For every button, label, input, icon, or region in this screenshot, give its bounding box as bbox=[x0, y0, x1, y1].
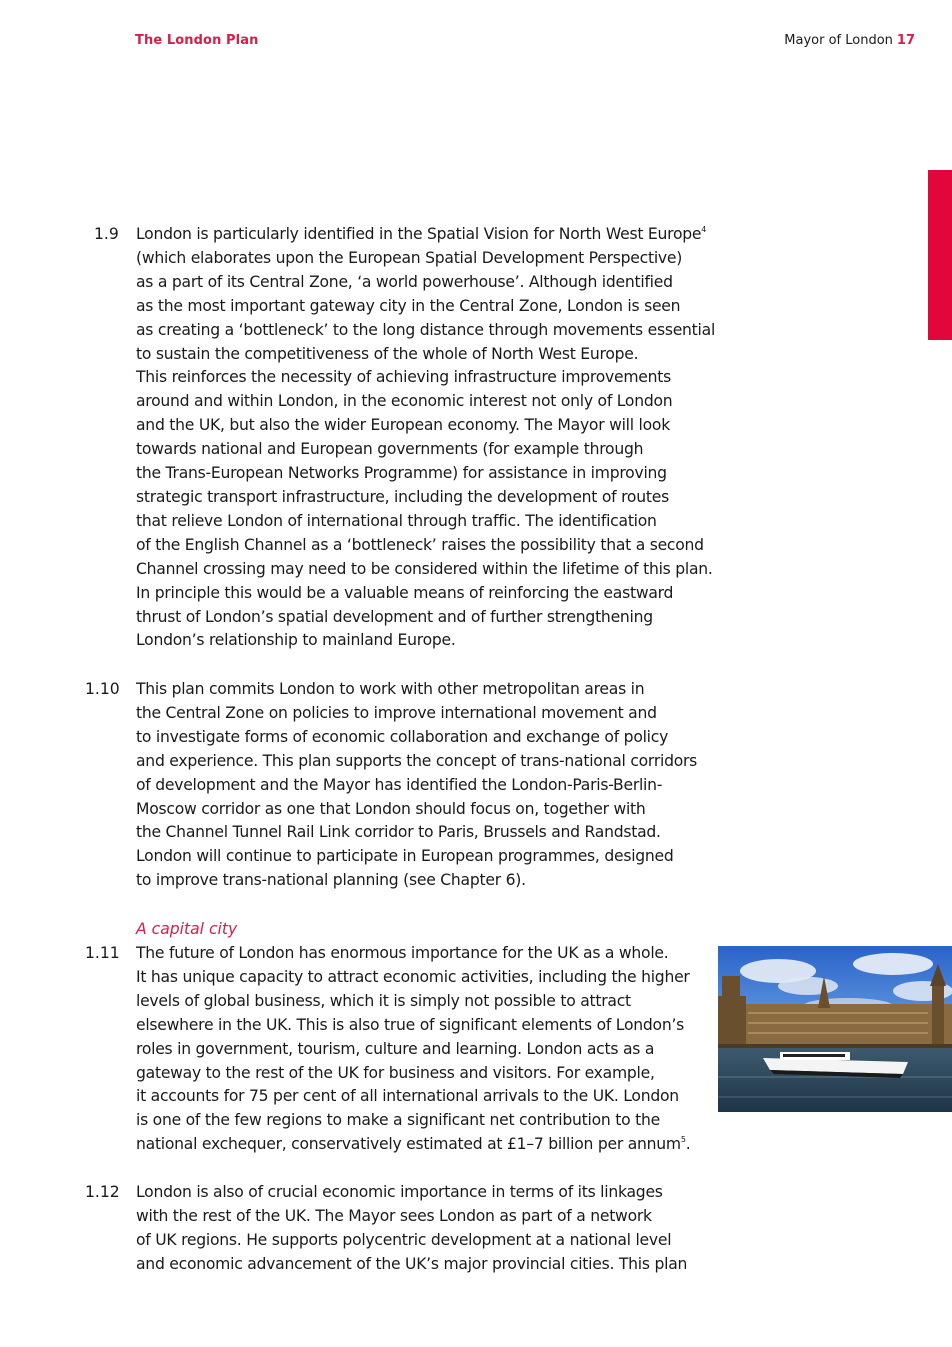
paragraph-number-1-10: 1.10 bbox=[85, 680, 120, 698]
page-number: 17 bbox=[896, 33, 915, 48]
paragraph-line: London’s relationship to mainland Europe. bbox=[136, 631, 456, 650]
paragraph-line: London is particularly identified in the Spatial Vision for North West Europe$^4$ bbox=[136, 225, 707, 243]
paragraph-line: of development and the Mayor has identified the London-Paris-Berlin- bbox=[136, 775, 663, 794]
paragraph-line: it accounts for 75 per cent of all international arrivals to the UK. London bbox=[136, 1087, 679, 1106]
paragraph-line: is one of the few regions to make a significant net contribution to the bbox=[136, 1111, 660, 1130]
houses-of-parliament-photo bbox=[718, 946, 952, 1112]
paragraph-line: to improve trans-national planning (see Chapter 6). bbox=[136, 871, 526, 890]
paragraph-line: of the English Channel as a ‘bottleneck’ raises the possibility that a second bbox=[136, 535, 704, 554]
paragraph-line: roles in government, tourism, culture and learning. London acts as a bbox=[136, 1039, 655, 1058]
paragraph-line: the Channel Tunnel Rail Link corridor to Paris, Brussels and Randstad. bbox=[136, 823, 661, 842]
paragraph-line: thrust of London’s spatial development and of further strengthening bbox=[136, 607, 653, 626]
paragraph-line: around and within London, in the economic interest not only of London bbox=[136, 392, 673, 411]
paragraph-line: Moscow corridor as one that London should focus on, together with bbox=[136, 799, 646, 818]
paragraph-line: and economic advancement of the UK’s major provincial cities. This plan bbox=[136, 1254, 688, 1273]
paragraph-number-1-12: 1.12 bbox=[85, 1183, 120, 1201]
section-tab-marker bbox=[928, 170, 952, 340]
section-subheading: A capital city bbox=[136, 920, 238, 938]
paragraph-line: London will continue to participate in European programmes, designed bbox=[136, 847, 674, 866]
paragraph-1-11 bbox=[136, 942, 706, 1157]
paragraph-line: towards national and European governments (for example through bbox=[136, 440, 644, 459]
paragraph-line: with the rest of the UK. The Mayor sees London as part of a network bbox=[136, 1206, 652, 1225]
paragraph-line: strategic transport infrastructure, including the development of routes bbox=[136, 487, 669, 506]
paragraph-line: to investigate forms of economic collaboration and exchange of policy bbox=[136, 727, 669, 746]
paragraph-line: (which elaborates upon the European Spatial Development Perspective) bbox=[136, 248, 683, 267]
paragraph-1-12 bbox=[136, 1181, 706, 1277]
paragraph-line: as creating a ‘bottleneck’ to the long distance through movements essential bbox=[136, 320, 716, 339]
footnote-ref: 4 bbox=[701, 225, 707, 234]
paragraph-1-10 bbox=[136, 678, 706, 893]
paragraph-number-1-11: 1.11 bbox=[85, 944, 120, 962]
paragraph-line: the Central Zone on policies to improve international movement and bbox=[136, 703, 657, 722]
paragraph-1-9 bbox=[136, 223, 716, 653]
photo-illustration bbox=[718, 946, 952, 1112]
paragraph-line: In principle this would be a valuable means of reinforcing the eastward bbox=[136, 583, 674, 602]
paragraph-line: London is also of crucial economic importance in terms of its linkages bbox=[136, 1183, 663, 1201]
paragraph-line: to sustain the competitiveness of the whole of North West Europe. bbox=[136, 344, 639, 363]
paragraph-line: as a part of its Central Zone, ‘a world powerhouse’. Although identified bbox=[136, 272, 673, 291]
paragraph-line: national exchequer, conservatively estimated at £1–7 billion per annum$^5$. bbox=[136, 1135, 691, 1154]
paragraph-line: of UK regions. He supports polycentric development at a national level bbox=[136, 1230, 672, 1249]
paragraph-line: gateway to the rest of the UK for business and visitors. For example, bbox=[136, 1063, 655, 1082]
paragraph-line: that relieve London of international through traffic. The identification bbox=[136, 511, 657, 530]
paragraph-line: levels of global business, which it is simply not possible to attract bbox=[136, 991, 631, 1010]
paragraph-line: The future of London has enormous importance for the UK as a whole. bbox=[136, 944, 669, 962]
paragraph-line: and the UK, but also the wider European economy. The Mayor will look bbox=[136, 416, 670, 435]
paragraph-line: This reinforces the necessity of achieving infrastructure improvements bbox=[136, 368, 671, 387]
paragraph-line: as the most important gateway city in the Central Zone, London is seen bbox=[136, 296, 681, 315]
paragraph-line: the Trans-European Networks Programme) for assistance in improving bbox=[136, 464, 667, 483]
paragraph-line: and experience. This plan supports the concept of trans-national corridors bbox=[136, 751, 698, 770]
running-header bbox=[784, 33, 915, 48]
publisher-name: Mayor of London bbox=[784, 33, 893, 48]
paragraph-line: It has unique capacity to attract economic activities, including the higher bbox=[136, 967, 690, 986]
paragraph-line: elsewhere in the UK. This is also true of significant elements of London’s bbox=[136, 1015, 685, 1034]
paragraph-line: This plan commits London to work with other metropolitan areas in bbox=[136, 680, 645, 698]
document-title: The London Plan bbox=[135, 33, 259, 48]
paragraph-line: Channel crossing may need to be considered within the lifetime of this plan. bbox=[136, 559, 713, 578]
footnote-ref: 5 bbox=[680, 1135, 686, 1145]
paragraph-number-1-9: 1.9 bbox=[94, 225, 119, 243]
